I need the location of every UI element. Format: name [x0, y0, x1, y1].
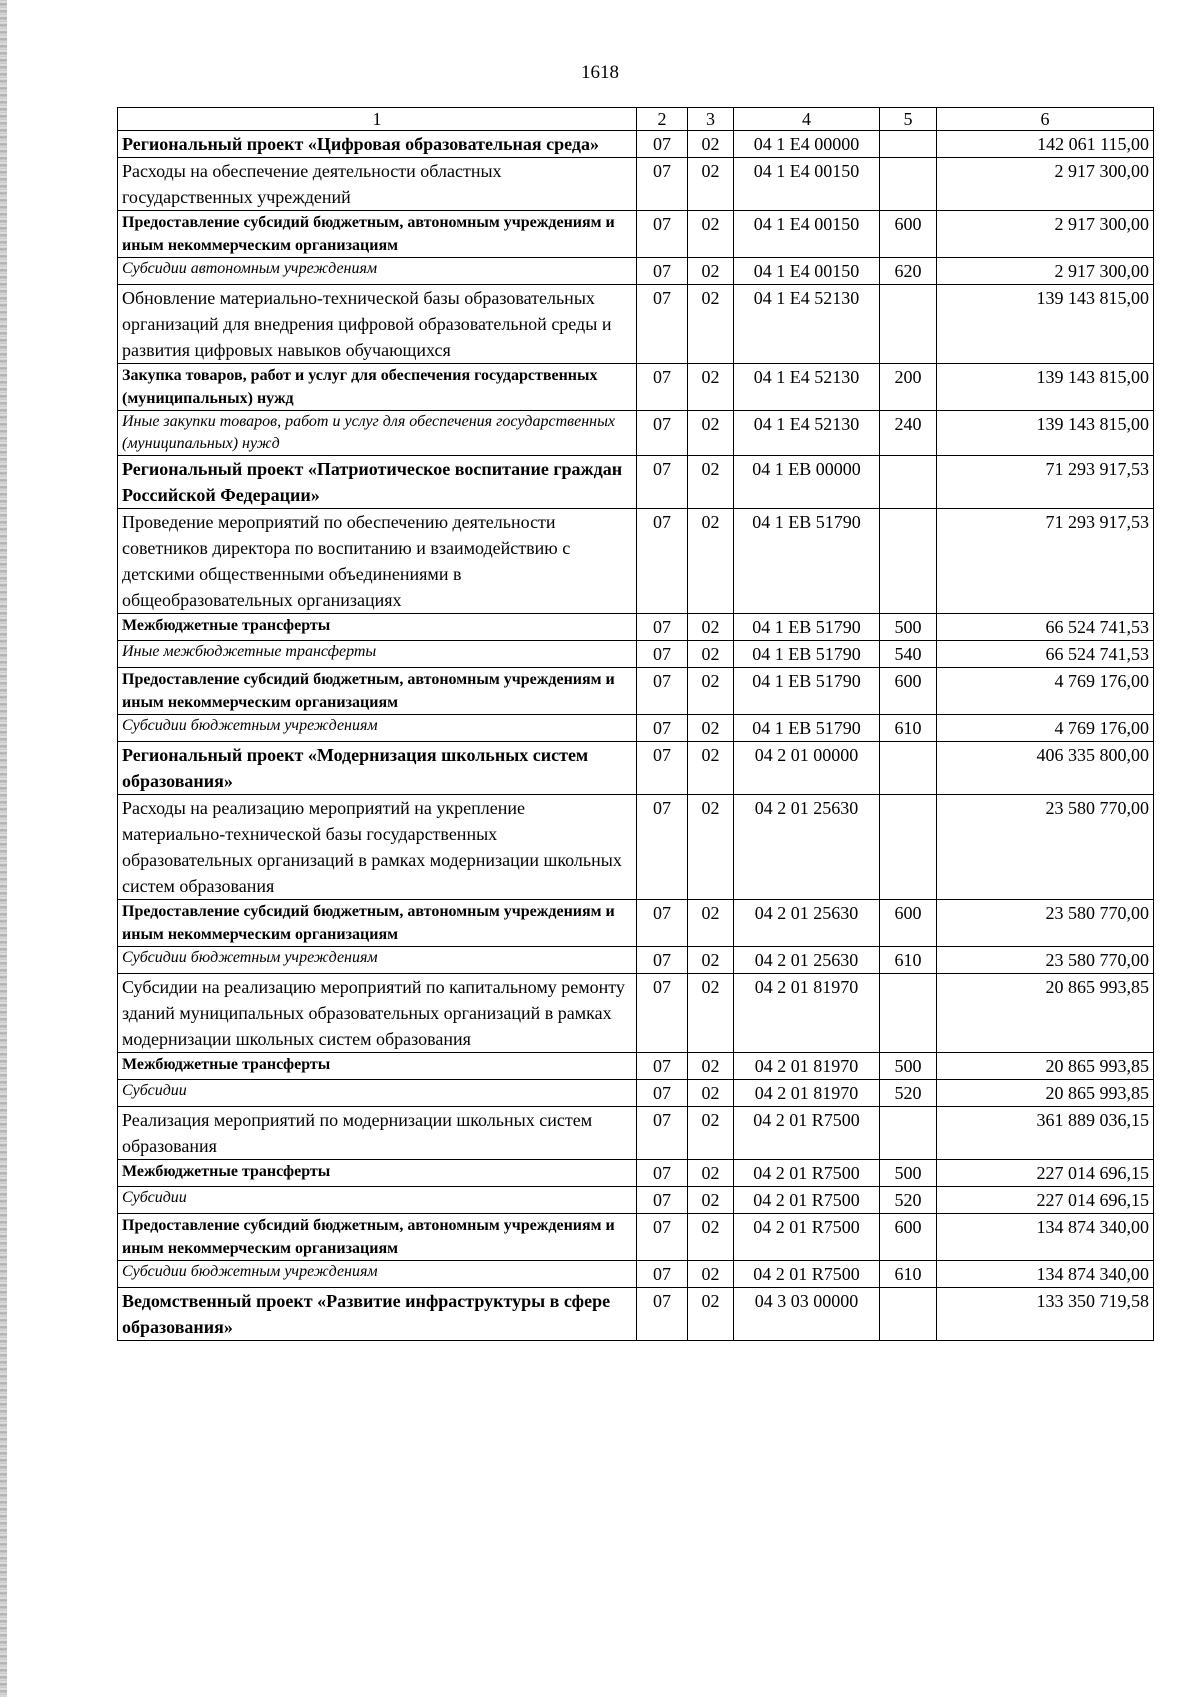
subsection-cell: 02 [688, 742, 734, 795]
subsection-cell: 02 [688, 211, 734, 258]
amount-cell: 71 293 917,53 [937, 456, 1154, 509]
target-article-cell: 04 2 01 25630 [734, 947, 880, 974]
section-cell: 07 [637, 509, 688, 614]
table-row [118, 509, 1154, 614]
table-row [118, 1107, 1154, 1160]
row-name-cell: Региональный проект «Цифровая образовательная среда» [118, 131, 637, 158]
subsection-cell: 02 [688, 641, 734, 668]
expense-type-cell [880, 131, 937, 158]
table-row [118, 158, 1154, 211]
subsection-cell: 02 [688, 456, 734, 509]
subsection-cell: 02 [688, 1261, 734, 1288]
target-article-cell: 04 1 EB 51790 [734, 715, 880, 742]
expense-type-cell: 500 [880, 1053, 937, 1080]
row-name-cell: Субсидии [118, 1080, 637, 1107]
expense-type-cell: 240 [880, 411, 937, 456]
amount-cell: 2 917 300,00 [937, 258, 1154, 285]
subsection-cell: 02 [688, 1107, 734, 1160]
expense-type-cell [880, 795, 937, 900]
target-article-cell: 04 1 E4 52130 [734, 364, 880, 411]
section-cell: 07 [637, 668, 688, 715]
amount-cell: 4 769 176,00 [937, 668, 1154, 715]
section-cell: 07 [637, 411, 688, 456]
table-row [118, 285, 1154, 364]
row-name-cell: Субсидии бюджетным учреждениям [118, 1261, 637, 1288]
row-name-cell: Реализация мероприятий по модернизации школьных систем образования [118, 1107, 637, 1160]
amount-cell: 134 874 340,00 [937, 1214, 1154, 1261]
header-row [118, 108, 1154, 131]
target-article-cell: 04 2 01 00000 [734, 742, 880, 795]
subsection-cell: 02 [688, 668, 734, 715]
row-name-cell: Субсидии бюджетным учреждениям [118, 715, 637, 742]
table-row [118, 947, 1154, 974]
target-article-cell: 04 2 01 81970 [734, 974, 880, 1053]
subsection-cell: 02 [688, 1053, 734, 1080]
expense-type-cell [880, 742, 937, 795]
table-row [118, 668, 1154, 715]
target-article-cell: 04 2 01 R7500 [734, 1261, 880, 1288]
header-cell: 1 [118, 108, 637, 131]
row-name-cell: Субсидии бюджетным учреждениям [118, 947, 637, 974]
table-row [118, 364, 1154, 411]
table-row [118, 211, 1154, 258]
section-cell: 07 [637, 715, 688, 742]
amount-cell: 227 014 696,15 [937, 1160, 1154, 1187]
target-article-cell: 04 1 EB 51790 [734, 614, 880, 641]
header-cell: 3 [688, 108, 734, 131]
table-row [118, 1080, 1154, 1107]
subsection-cell: 02 [688, 614, 734, 641]
section-cell: 07 [637, 614, 688, 641]
amount-cell: 406 335 800,00 [937, 742, 1154, 795]
expense-type-cell [880, 509, 937, 614]
row-name-cell: Субсидии на реализацию мероприятий по капитальному ремонту зданий муниципальных образовательных организаций в рамках модернизации школьных систем образования [118, 974, 637, 1053]
row-name-cell: Расходы на обеспечение деятельности областных государственных учреждений [118, 158, 637, 211]
target-article-cell: 04 2 01 81970 [734, 1053, 880, 1080]
expense-type-cell: 540 [880, 641, 937, 668]
subsection-cell: 02 [688, 509, 734, 614]
amount-cell: 2 917 300,00 [937, 211, 1154, 258]
expense-type-cell: 600 [880, 1214, 937, 1261]
budget-table [117, 107, 1154, 1341]
expense-type-cell [880, 285, 937, 364]
expense-type-cell: 600 [880, 211, 937, 258]
section-cell: 07 [637, 742, 688, 795]
header-cell: 5 [880, 108, 937, 131]
target-article-cell: 04 2 01 R7500 [734, 1107, 880, 1160]
subsection-cell: 02 [688, 795, 734, 900]
subsection-cell: 02 [688, 258, 734, 285]
amount-cell: 66 524 741,53 [937, 614, 1154, 641]
row-name-cell: Субсидии [118, 1187, 637, 1214]
header-cell: 4 [734, 108, 880, 131]
expense-type-cell: 200 [880, 364, 937, 411]
subsection-cell: 02 [688, 158, 734, 211]
subsection-cell: 02 [688, 131, 734, 158]
expense-type-cell: 600 [880, 900, 937, 947]
section-cell: 07 [637, 947, 688, 974]
table-row [118, 715, 1154, 742]
table-row [118, 641, 1154, 668]
section-cell: 07 [637, 1288, 688, 1341]
target-article-cell: 04 1 E4 00150 [734, 211, 880, 258]
section-cell: 07 [637, 258, 688, 285]
subsection-cell: 02 [688, 285, 734, 364]
subsection-cell: 02 [688, 715, 734, 742]
section-cell: 07 [637, 1261, 688, 1288]
subsection-cell: 02 [688, 1080, 734, 1107]
section-cell: 07 [637, 285, 688, 364]
expense-type-cell [880, 158, 937, 211]
expense-type-cell [880, 456, 937, 509]
section-cell: 07 [637, 974, 688, 1053]
target-article-cell: 04 1 EB 51790 [734, 668, 880, 715]
amount-cell: 361 889 036,15 [937, 1107, 1154, 1160]
row-name-cell: Иные закупки товаров, работ и услуг для обеспечения государственных (муниципальных) нужд [118, 411, 637, 456]
section-cell: 07 [637, 900, 688, 947]
amount-cell: 2 917 300,00 [937, 158, 1154, 211]
row-name-cell: Предоставление субсидий бюджетным, автономным учреждениям и иным некоммерческим организациям [118, 1214, 637, 1261]
header-cell: 6 [937, 108, 1154, 131]
row-name-cell: Межбюджетные трансферты [118, 1160, 637, 1187]
table-row [118, 742, 1154, 795]
subsection-cell: 02 [688, 1288, 734, 1341]
amount-cell: 142 061 115,00 [937, 131, 1154, 158]
table-row [118, 614, 1154, 641]
amount-cell: 23 580 770,00 [937, 795, 1154, 900]
page-number: 1618 [581, 62, 619, 83]
amount-cell: 139 143 815,00 [937, 285, 1154, 364]
section-cell: 07 [637, 1160, 688, 1187]
table-row [118, 131, 1154, 158]
subsection-cell: 02 [688, 1160, 734, 1187]
target-article-cell: 04 2 01 25630 [734, 900, 880, 947]
table-row [118, 456, 1154, 509]
table-row [118, 1261, 1154, 1288]
expense-type-cell: 600 [880, 668, 937, 715]
section-cell: 07 [637, 1080, 688, 1107]
amount-cell: 133 350 719,58 [937, 1288, 1154, 1341]
target-article-cell: 04 1 EB 00000 [734, 456, 880, 509]
row-name-cell: Расходы на реализацию мероприятий на укрепление материально-технической базы государственных образовательных организаций в рамках модернизации школьных систем образования [118, 795, 637, 900]
expense-type-cell: 610 [880, 947, 937, 974]
expense-type-cell: 610 [880, 1261, 937, 1288]
target-article-cell: 04 1 EB 51790 [734, 641, 880, 668]
row-name-cell: Региональный проект «Модернизация школьных систем образования» [118, 742, 637, 795]
row-name-cell: Межбюджетные трансферты [118, 614, 637, 641]
row-name-cell: Обновление материально-технической базы образовательных организаций для внедрения цифровой образовательной среды и развития цифровых навыков обучающихся [118, 285, 637, 364]
expense-type-cell: 610 [880, 715, 937, 742]
header-cell: 2 [637, 108, 688, 131]
amount-cell: 4 769 176,00 [937, 715, 1154, 742]
section-cell: 07 [637, 641, 688, 668]
amount-cell: 139 143 815,00 [937, 364, 1154, 411]
subsection-cell: 02 [688, 974, 734, 1053]
subsection-cell: 02 [688, 900, 734, 947]
target-article-cell: 04 1 E4 00000 [734, 131, 880, 158]
table-row [118, 411, 1154, 456]
target-article-cell: 04 1 E4 00150 [734, 158, 880, 211]
scan-edge [0, 0, 7, 1697]
row-name-cell: Субсидии автономным учреждениям [118, 258, 637, 285]
target-article-cell: 04 1 E4 00150 [734, 258, 880, 285]
section-cell: 07 [637, 131, 688, 158]
table-row [118, 974, 1154, 1053]
section-cell: 07 [637, 456, 688, 509]
amount-cell: 23 580 770,00 [937, 947, 1154, 974]
target-article-cell: 04 1 E4 52130 [734, 411, 880, 456]
table-row [118, 795, 1154, 900]
amount-cell: 66 524 741,53 [937, 641, 1154, 668]
target-article-cell: 04 2 01 25630 [734, 795, 880, 900]
expense-type-cell [880, 1288, 937, 1341]
expense-type-cell: 620 [880, 258, 937, 285]
row-name-cell: Закупка товаров, работ и услуг для обеспечения государственных (муниципальных) нужд [118, 364, 637, 411]
target-article-cell: 04 3 03 00000 [734, 1288, 880, 1341]
section-cell: 07 [637, 795, 688, 900]
section-cell: 07 [637, 1187, 688, 1214]
table-row [118, 1214, 1154, 1261]
row-name-cell: Проведение мероприятий по обеспечению деятельности советников директора по воспитанию и взаимодействию с детскими общественными объединениями в общеобразовательных организациях [118, 509, 637, 614]
expense-type-cell: 520 [880, 1080, 937, 1107]
subsection-cell: 02 [688, 1214, 734, 1261]
section-cell: 07 [637, 1107, 688, 1160]
table-body [118, 131, 1154, 1341]
row-name-cell: Предоставление субсидий бюджетным, автономным учреждениям и иным некоммерческим организациям [118, 668, 637, 715]
amount-cell: 227 014 696,15 [937, 1187, 1154, 1214]
subsection-cell: 02 [688, 1187, 734, 1214]
expense-type-cell: 520 [880, 1187, 937, 1214]
amount-cell: 20 865 993,85 [937, 974, 1154, 1053]
section-cell: 07 [637, 1214, 688, 1261]
target-article-cell: 04 1 E4 52130 [734, 285, 880, 364]
table-row [118, 1288, 1154, 1341]
row-name-cell: Ведомственный проект «Развитие инфраструктуры в сфере образования» [118, 1288, 637, 1341]
amount-cell: 134 874 340,00 [937, 1261, 1154, 1288]
expense-type-cell: 500 [880, 1160, 937, 1187]
amount-cell: 139 143 815,00 [937, 411, 1154, 456]
row-name-cell: Предоставление субсидий бюджетным, автономным учреждениям и иным некоммерческим организациям [118, 211, 637, 258]
row-name-cell: Предоставление субсидий бюджетным, автономным учреждениям и иным некоммерческим организациям [118, 900, 637, 947]
amount-cell: 71 293 917,53 [937, 509, 1154, 614]
subsection-cell: 02 [688, 364, 734, 411]
subsection-cell: 02 [688, 411, 734, 456]
expense-type-cell [880, 974, 937, 1053]
subsection-cell: 02 [688, 947, 734, 974]
section-cell: 07 [637, 211, 688, 258]
table-row [118, 900, 1154, 947]
table-row [118, 1053, 1154, 1080]
expense-type-cell [880, 1107, 937, 1160]
target-article-cell: 04 1 EB 51790 [734, 509, 880, 614]
section-cell: 07 [637, 158, 688, 211]
target-article-cell: 04 2 01 R7500 [734, 1160, 880, 1187]
amount-cell: 23 580 770,00 [937, 900, 1154, 947]
table-row [118, 1187, 1154, 1214]
section-cell: 07 [637, 364, 688, 411]
target-article-cell: 04 2 01 81970 [734, 1080, 880, 1107]
row-name-cell: Иные межбюджетные трансферты [118, 641, 637, 668]
amount-cell: 20 865 993,85 [937, 1053, 1154, 1080]
section-cell: 07 [637, 1053, 688, 1080]
row-name-cell: Межбюджетные трансферты [118, 1053, 637, 1080]
target-article-cell: 04 2 01 R7500 [734, 1214, 880, 1261]
table-row [118, 1160, 1154, 1187]
expense-type-cell: 500 [880, 614, 937, 641]
amount-cell: 20 865 993,85 [937, 1080, 1154, 1107]
row-name-cell: Региональный проект «Патриотическое воспитание граждан Российской Федерации» [118, 456, 637, 509]
table-row [118, 258, 1154, 285]
target-article-cell: 04 2 01 R7500 [734, 1187, 880, 1214]
